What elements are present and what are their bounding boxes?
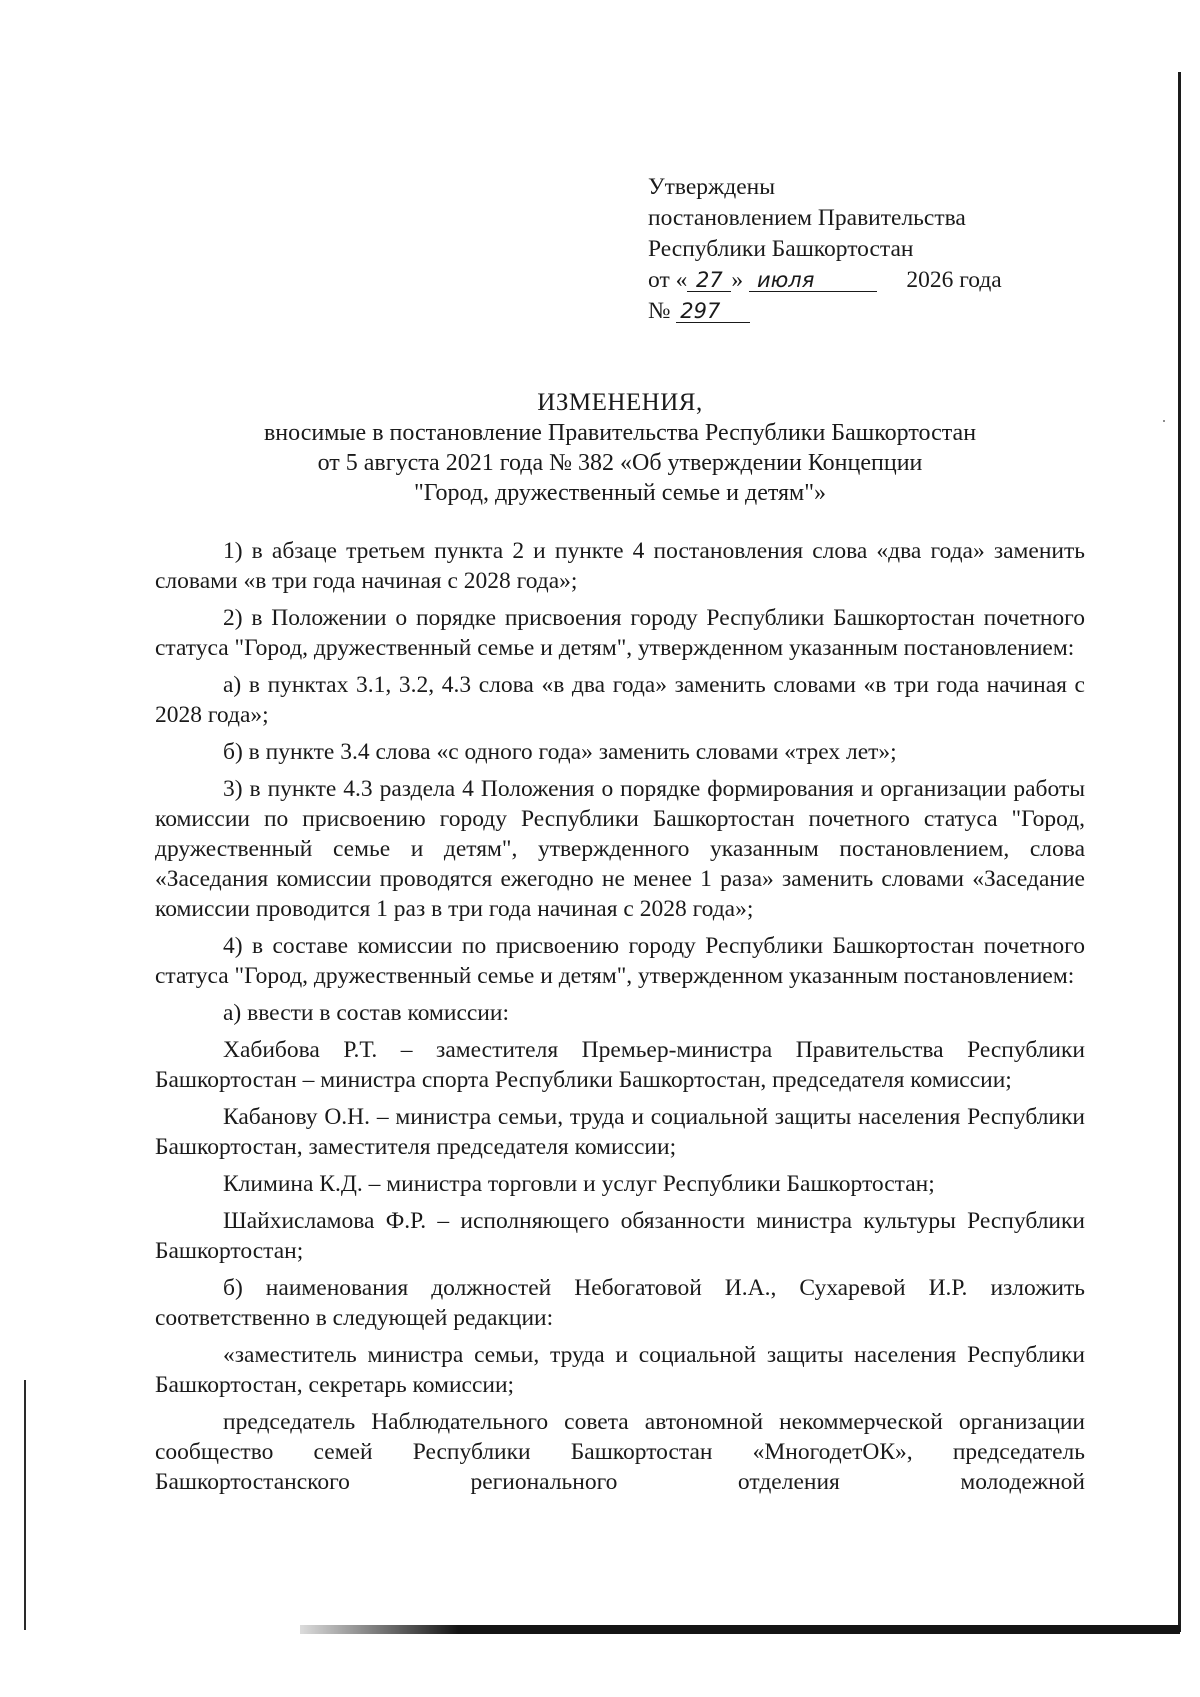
member-khabibov: Хабибова Р.Т. – заместителя Премьер-министра Правительства Республики Башкортостан – министра спорта Республики Башкортостан, председателя комиссии; [155, 1037, 1085, 1093]
approval-stamp [648, 172, 1068, 327]
title-line-3: "Город, дружественный семье и детям"» [413, 480, 827, 506]
paragraph-2b: б) в пункте 3.4 слова «с одного года» заменить словами «трех лет»; [223, 739, 897, 765]
paragraph-2: 2) в Положении о порядке присвоения городу Республики Башкортостан почетного статуса "Город, дружественный семье и детям", утвержденном указанным постановлением: [155, 605, 1085, 661]
date-prefix: от « [648, 267, 688, 293]
position-nebogatova: «заместитель министра семьи, труда и социальной защиты населения Республики Башкортостан, секретарь комиссии; [155, 1342, 1085, 1398]
title-heading: ИЗМЕНЕНИЯ, [537, 389, 703, 416]
scan-speck [1163, 420, 1165, 422]
approval-line-1: Утверждены [648, 174, 776, 200]
scan-edge-bottom [300, 1625, 1180, 1634]
member-kabanova: Кабанову О.Н. – министра семьи, труда и социальной защиты населения Республики Башкортостан, заместителя председателя комиссии; [155, 1104, 1085, 1160]
document-title [150, 388, 1090, 508]
date-mid: » [731, 267, 744, 293]
member-shaykhislamov: Шайхисламова Ф.Р. – исполняющего обязанности министра культуры Республики Башкортостан; [155, 1208, 1085, 1264]
approval-date-line [648, 265, 1068, 296]
approval-line-3: Республики Башкортостан [648, 236, 914, 262]
document-body [155, 536, 1085, 1504]
scan-edge-right [1178, 72, 1181, 1632]
number-prefix: № [648, 298, 671, 324]
date-year: 2026 года [906, 267, 1002, 293]
position-sukhareva: председатель Наблюдательного совета автономной некоммерческой организации сообщество семей Республики Башкортостан «МногодетОК», председатель Башкортостанского регионального отделения молодежной [155, 1409, 1085, 1495]
title-line-2: от 5 августа 2021 года № 382 «Об утверждении Концепции [317, 450, 923, 476]
paragraph-1: 1) в абзаце третьем пункта 2 и пункте 4 постановления слова «два года» заменить словами «в три года начиная с 2028 года»; [155, 538, 1085, 594]
paragraph-3: 3) в пункте 4.3 раздела 4 Положения о порядке формирования и организации работы комиссии по присвоению городу Республики Башкортостан почетного статуса "Город, дружественный семье и детям", утвержденного указанным постановлением, слова «Заседания комиссии проводятся ежегодно не менее 1 раза» заменить словами «Заседание комиссии проводится 1 раз в три года начиная с 2028 года»; [155, 776, 1085, 922]
paragraph-2a: а) в пунктах 3.1, 3.2, 4.3 слова «в два года» заменить словами «в три года начиная с 2028 года»; [155, 672, 1085, 728]
date-month: июля [749, 269, 877, 292]
paragraph-4a: а) ввести в состав комиссии: [223, 1000, 509, 1026]
member-klimin: Климина К.Д. – министра торговли и услуг Республики Башкортостан; [223, 1171, 935, 1197]
title-line-1: вносимые в постановление Правительства Республики Башкортостан [263, 420, 977, 446]
document-number: 297 [676, 300, 750, 323]
date-day: 27 [687, 269, 731, 292]
approval-number-line [648, 296, 1068, 327]
paragraph-4b: б) наименования должностей Небогатовой И.А., Сухаревой И.Р. изложить соответственно в следующей редакции: [155, 1275, 1085, 1331]
scan-edge-left [24, 1380, 26, 1630]
approval-line-2: постановлением Правительства [648, 205, 966, 231]
paragraph-4: 4) в составе комиссии по присвоению городу Республики Башкортостан почетного статуса "Город, дружественный семье и детям", утвержденном указанным постановлением: [155, 933, 1085, 989]
